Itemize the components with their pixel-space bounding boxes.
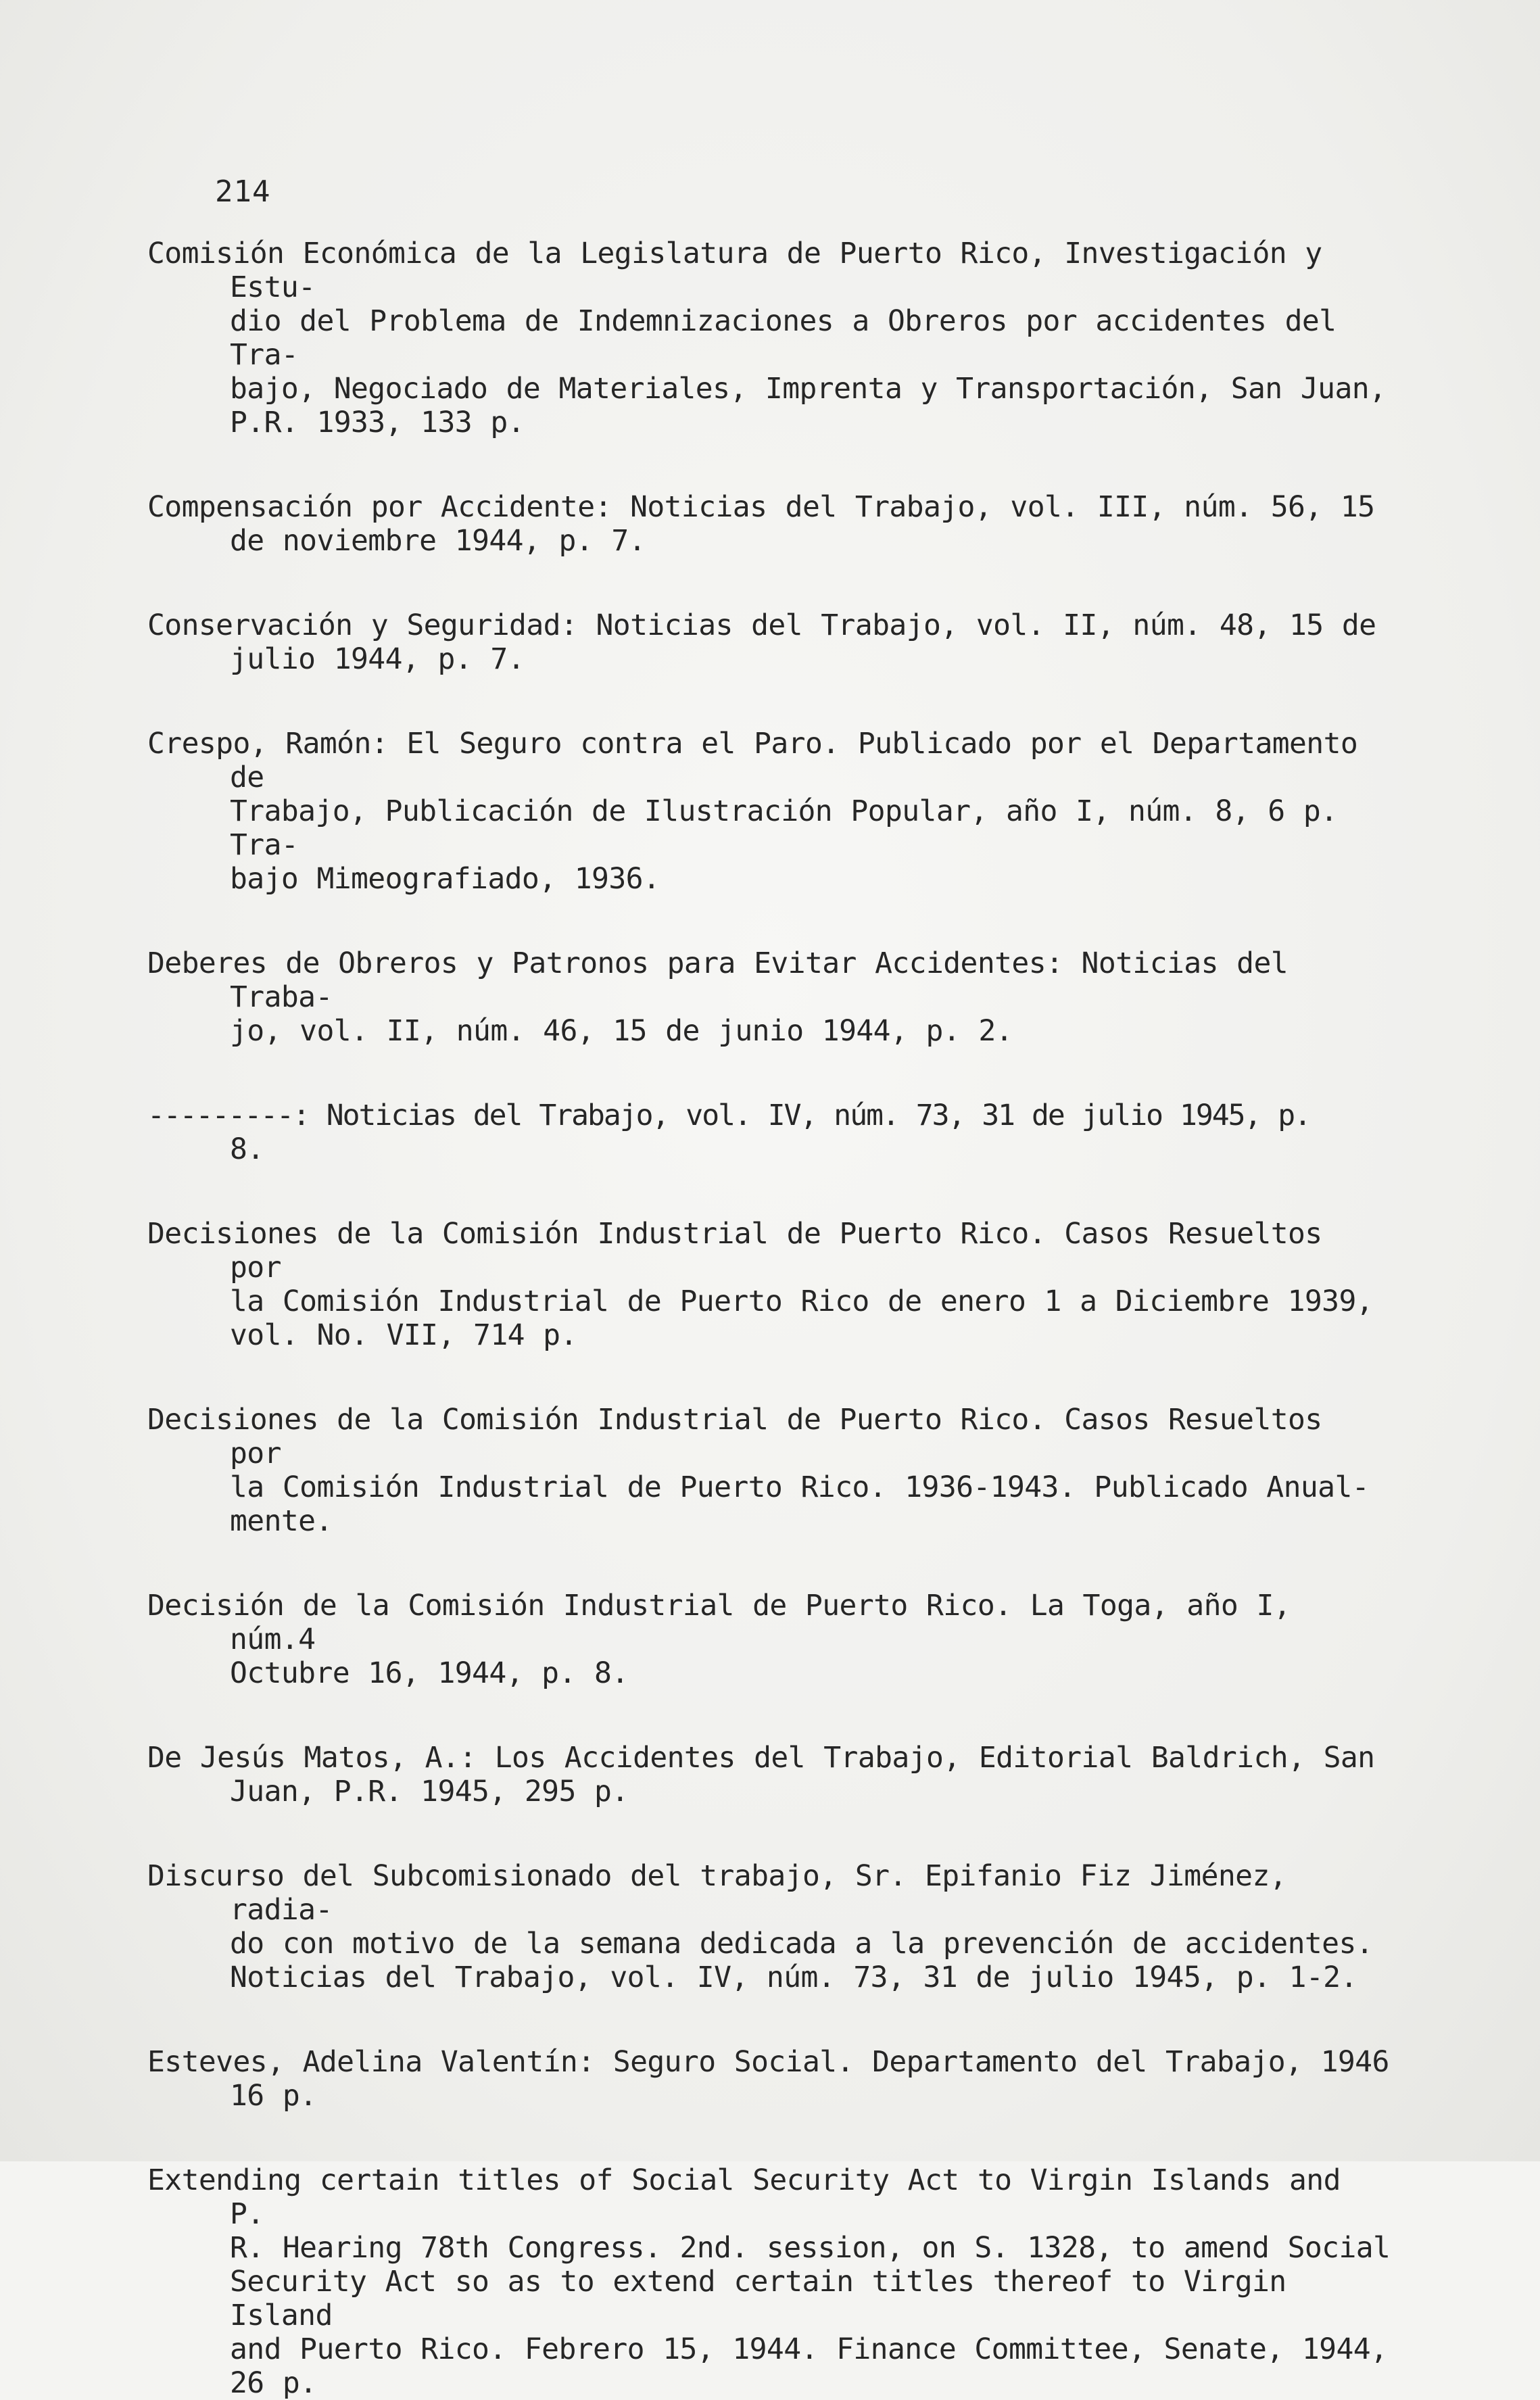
entry-line: la Comisión Industrial de Puerto Rico de enero 1 a Diciembre 1939,	[230, 1285, 1374, 1318]
entry-line: bajo, Negociado de Materiales, Imprenta y Transportación, San Juan,	[230, 372, 1387, 406]
entry-line: Juan, P.R. 1945, 295 p.	[230, 1775, 629, 1808]
bibliography-entry	[147, 1403, 1391, 1538]
bibliography-entry	[147, 2045, 1391, 2113]
entry-line: vol. No. VII, 714 p.	[230, 1318, 577, 1352]
bibliography-entry	[147, 1099, 1391, 1166]
bibliography-entry	[147, 2163, 1391, 2400]
entry-line: mente.	[230, 1504, 333, 1538]
bibliography-entry	[147, 727, 1391, 896]
entry-line: R. Hearing 78th Congress. 2nd. session, on S. 1328, to amend Social	[230, 2231, 1391, 2265]
entry-line: la Comisión Industrial de Puerto Rico. 1936-1943. Publicado Anual-	[230, 1470, 1370, 1504]
entry-line: Crespo, Ramón: El Seguro contra el Paro. Publicado por el Departamento de	[147, 727, 1376, 794]
entry-line: Extending certain titles of Social Security Act to Virgin Islands and P.	[147, 2163, 1359, 2231]
bibliography-entry	[147, 608, 1391, 676]
entry-line: Octubre 16, 1944, p. 8.	[230, 1656, 629, 1690]
entry-line: 8.	[230, 1132, 264, 1166]
bibliography-entry	[147, 237, 1391, 439]
bibliography-entry	[147, 1217, 1391, 1352]
entry-line: ---------: Noticias del Trabajo, vol. IV, núm. 73, 31 de julio 1945, p.	[147, 1099, 1311, 1132]
entry-line: Decisiones de la Comisión Industrial de Puerto Rico. Casos Resueltos por	[147, 1403, 1341, 1470]
entry-line: Discurso del Subcomisionado del trabajo, Sr. Epifanio Fiz Jiménez, radia-	[147, 1859, 1305, 1927]
entry-line: bajo Mimeografiado, 1936.	[230, 862, 660, 896]
entry-line: Comisión Económica de la Legislatura de Puerto Rico, Investigación y Estu-	[147, 237, 1341, 304]
bibliography-entry	[147, 1741, 1391, 1808]
bibliography-entry	[147, 1589, 1391, 1690]
entry-line: Decisiones de la Comisión Industrial de Puerto Rico. Casos Resueltos por	[147, 1217, 1341, 1285]
entry-line: Esteves, Adelina Valentín: Seguro Social. Departamento del Trabajo, 1946	[147, 2045, 1389, 2079]
entry-line: de noviembre 1944, p. 7.	[230, 524, 646, 558]
entry-line: P.R. 1933, 133 p.	[230, 406, 525, 439]
entry-line: julio 1944, p. 7.	[230, 642, 525, 676]
entry-line: do con motivo de la semana dedicada a la prevención de accidentes.	[230, 1927, 1374, 1961]
entry-line: and Puerto Rico. Febrero 15, 1944. Finance Committee, Senate, 1944,	[230, 2332, 1388, 2366]
entry-line: Decisión de la Comisión Industrial de Puerto Rico. La Toga, año I, núm.4	[147, 1589, 1309, 1656]
entry-line: Deberes de Obreros y Patronos para Evitar Accidentes: Noticias del Traba-	[147, 946, 1307, 1014]
entry-line: De Jesús Matos, A.: Los Accidentes del Trabajo, Editorial Baldrich, San	[147, 1741, 1375, 1775]
entry-line: dio del Problema de Indemnizaciones a Obreros por accidentes del Tra-	[230, 304, 1355, 372]
entry-line: Noticias del Trabajo, vol. IV, núm. 73, 31 de julio 1945, p. 1-2.	[230, 1961, 1357, 1994]
entry-line: 16 p.	[230, 2079, 317, 2113]
bibliography-entry	[147, 1859, 1391, 1994]
entry-line: Security Act so as to extend certain titles thereof to Virgin Island	[230, 2265, 1305, 2332]
bibliography-entry	[147, 946, 1391, 1048]
entry-line: Trabajo, Publicación de Ilustración Popular, año I, núm. 8, 6 p. Tra-	[230, 794, 1356, 862]
entry-line: Conservación y Seguridad: Noticias del Trabajo, vol. II, núm. 48, 15 de	[147, 608, 1376, 642]
page-number: 214	[215, 174, 271, 209]
bibliography-entry	[147, 490, 1391, 558]
entry-line: Compensación por Accidente: Noticias del Trabajo, vol. III, núm. 56, 15	[147, 490, 1375, 524]
bibliography-list	[147, 237, 1391, 2400]
entry-line: 26 p.	[230, 2366, 317, 2400]
entry-line: jo, vol. II, núm. 46, 15 de junio 1944, p. 2.	[230, 1014, 1013, 1048]
